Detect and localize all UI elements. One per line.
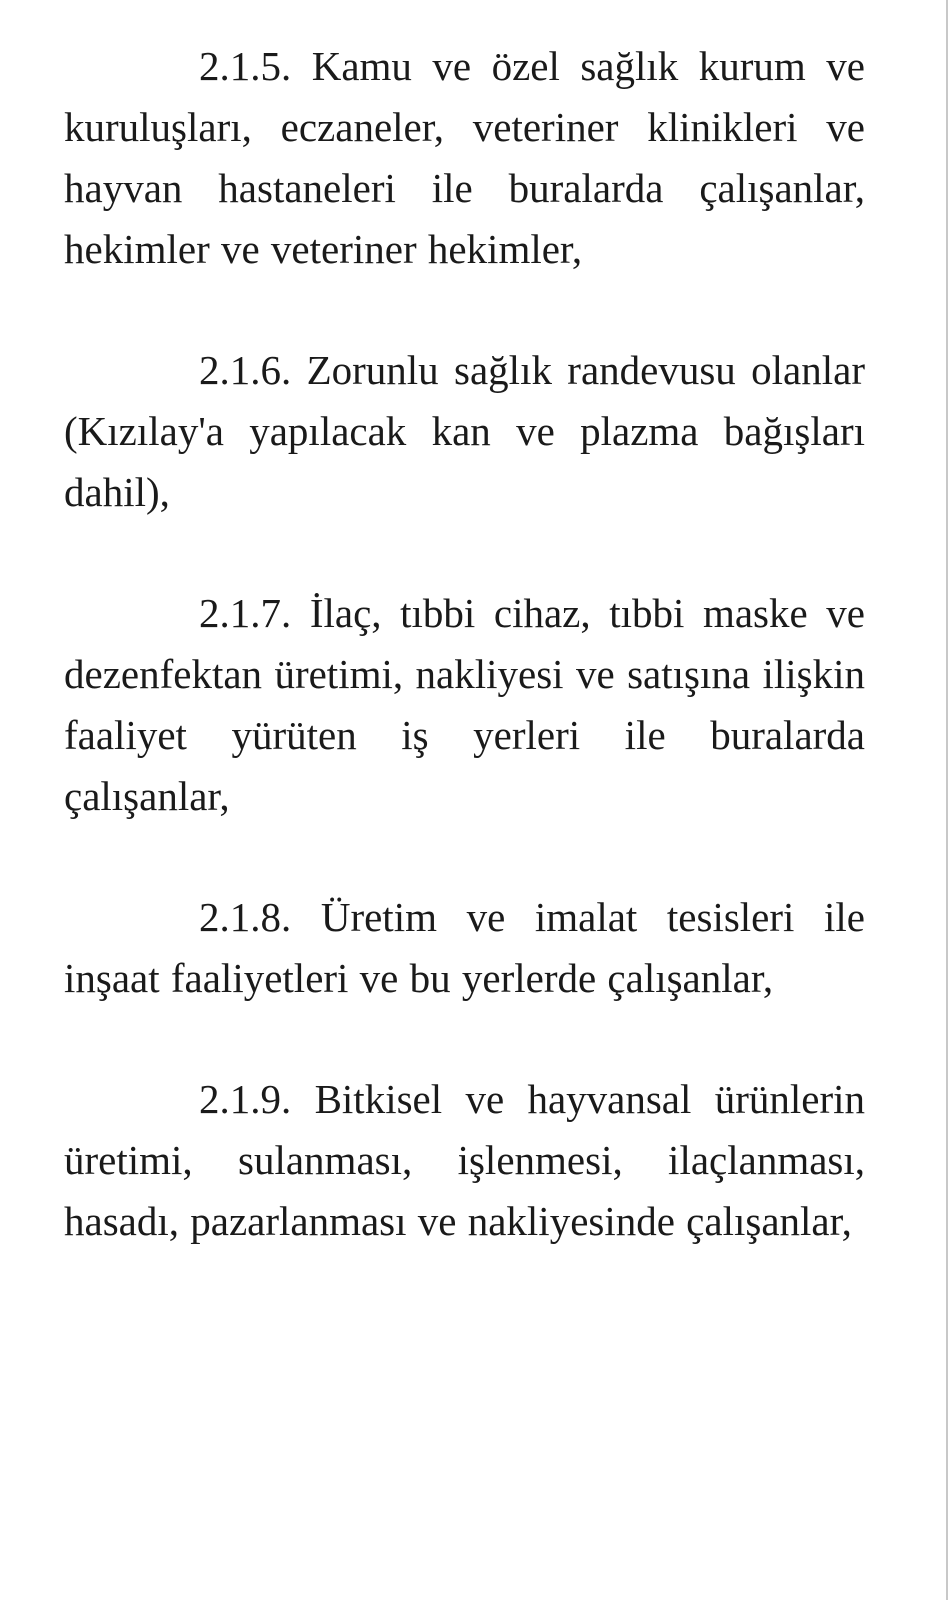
document-body [64,36,865,1312]
paragraph-2-1-6: 2.1.6. Zorunlu sağlık randevusu olanlar (Kızılay'a yapılacak kan ve plazma bağışları dahil), [64,347,865,515]
paragraph-2-1-8: 2.1.8. Üretim ve imalat tesisleri ile inşaat faaliyetleri ve bu yerlerde çalışanlar, [64,894,865,1001]
paragraph-2-1-9: 2.1.9. Bitkisel ve hayvansal ürünlerin üretimi, sulanması, işlenmesi, ilaçlanması, hasadı, pazarlanması ve nakliyesinde çalışanlar, [64,1076,865,1244]
paragraph-2-1-5: 2.1.5. Kamu ve özel sağlık kurum ve kuruluşları, eczaneler, veteriner klinikleri ve hayvan hastaneleri ile buralarda çalışanlar, hekimler ve veteriner hekimler, [64,43,865,272]
paragraph-2-1-7: 2.1.7. İlaç, tıbbi cihaz, tıbbi maske ve dezenfektan üretimi, nakliyesi ve satışına ilişkin faaliyet yürüten iş yerleri ile buralarda çalışanlar, [64,590,865,819]
